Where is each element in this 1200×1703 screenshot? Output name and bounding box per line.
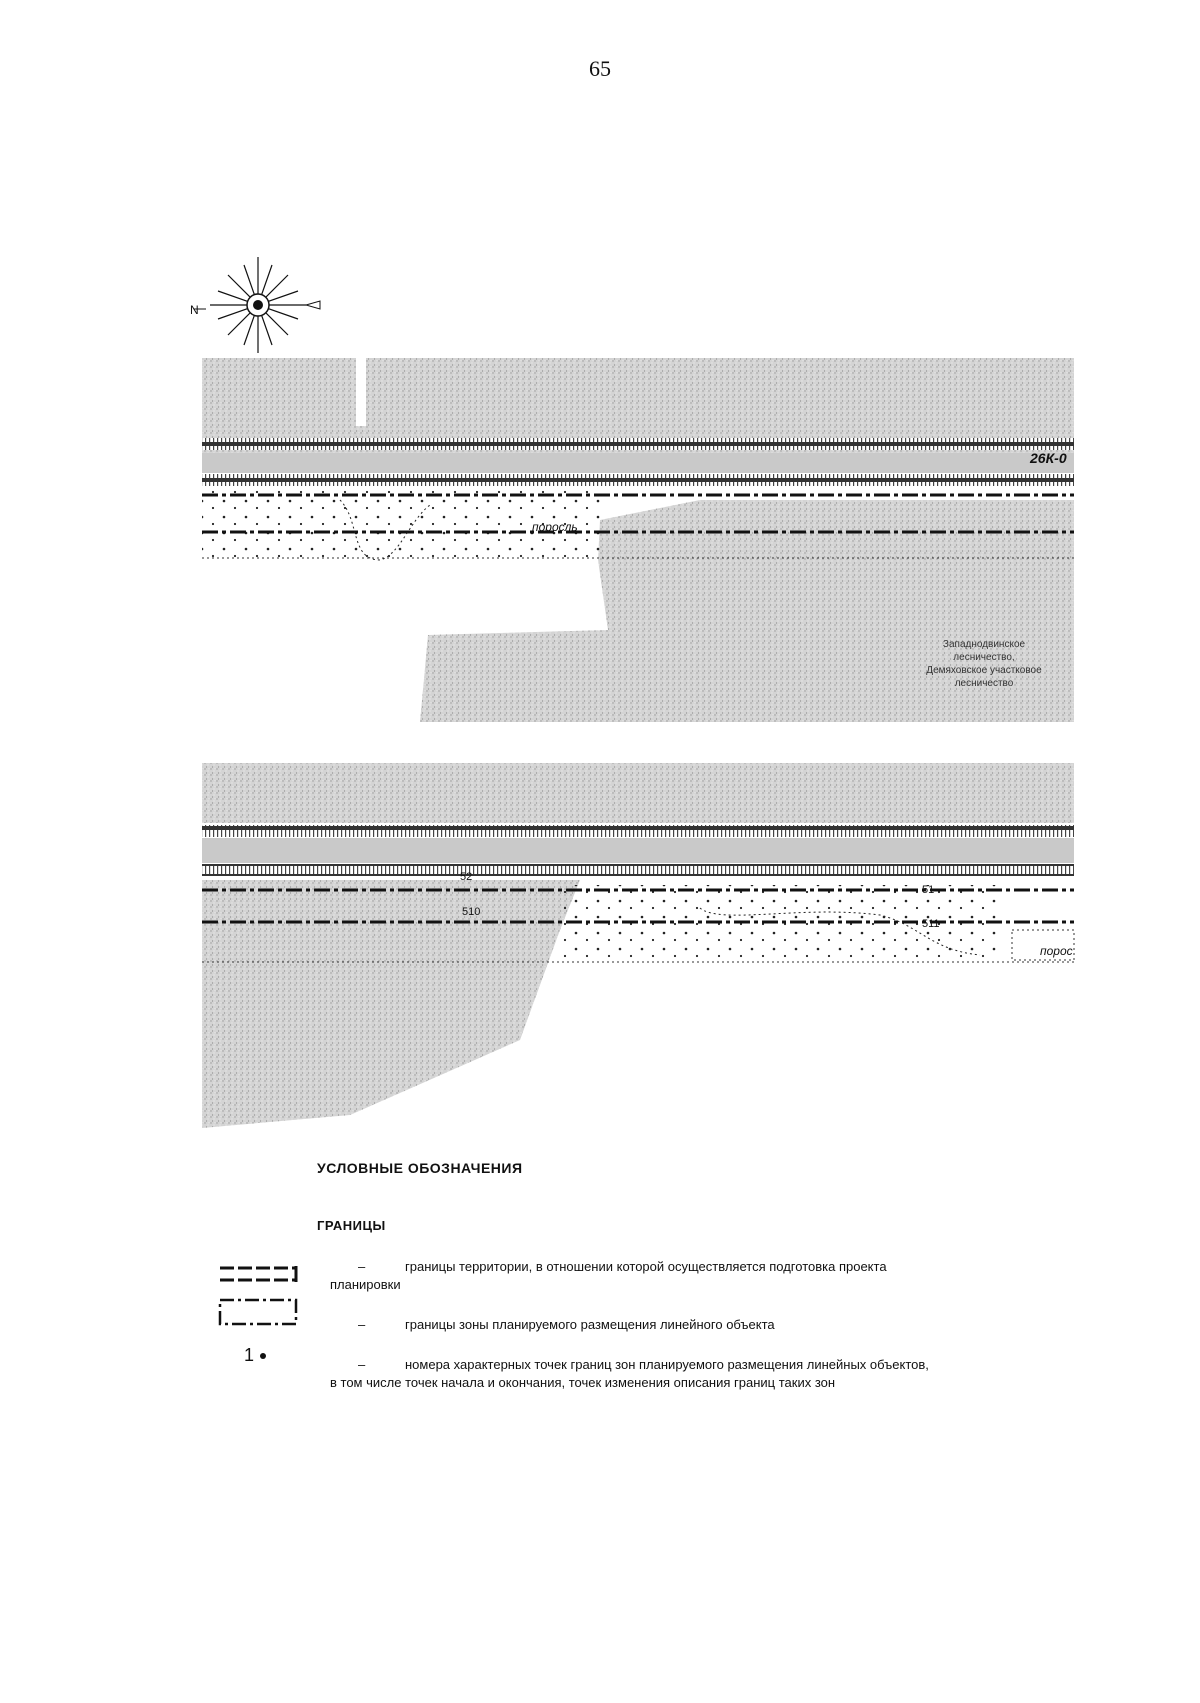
compass-north-label: N (190, 303, 199, 317)
legend-symbol-planning-boundary (220, 1266, 296, 1282)
legend-point-number: 1 (244, 1345, 255, 1365)
railway-upper-2 (202, 825, 1074, 837)
svg-text:лесничество,: лесничество, (953, 652, 1015, 663)
forest-area-2-lower (202, 880, 580, 1128)
legend-symbol-point (244, 1345, 266, 1366)
point-label-51: 51 (922, 884, 935, 896)
point-dot-icon (260, 1353, 266, 1359)
map-panel-bottom (202, 763, 1074, 1128)
legend-symbol-placement-zone (220, 1300, 296, 1324)
legend-dash: – (358, 1317, 366, 1332)
forest-area-2 (202, 763, 1074, 823)
point-label-511: 511 (922, 918, 940, 930)
svg-text:Западнодвинское: Западнодвинское (942, 639, 1026, 650)
legend-title: УСЛОВНЫЕ ОБОЗНАЧЕНИЯ (317, 1160, 523, 1176)
railway-lower-2 (202, 864, 1074, 876)
svg-text:Демяховское участковое: Демяховское участковое (926, 665, 1042, 676)
road-label: 26К-0 (1030, 450, 1067, 466)
legend-item-placement-zone (330, 1316, 1010, 1334)
legend-item-text-cont: в том числе точек начала и окончания, точек изменения описания границ таких зон (330, 1375, 836, 1390)
svg-text:лесничество: лесничество (954, 678, 1014, 689)
legend-item-planning-boundary (330, 1258, 1010, 1294)
railway-upper (202, 438, 1074, 450)
legend-item-text: номера характерных точек границ зон планируемого размещения линейных объектов, (405, 1357, 929, 1372)
map-panel-top (202, 358, 1074, 722)
growth-label-bottom: порос (1040, 944, 1073, 958)
point-label-510: 510 (462, 906, 481, 918)
legend-item-text-cont: планировки (330, 1277, 401, 1292)
legend-heading: ГРАНИЦЫ (317, 1218, 386, 1233)
legend-dash: – (358, 1259, 366, 1274)
legend-item-text: границы территории, в отношении которой осуществляется подготовка проекта (405, 1259, 887, 1274)
railway-lower (202, 474, 1074, 486)
growth-label-top: поросль (532, 520, 578, 534)
point-label-52: 52 (460, 871, 473, 883)
legend-dash: – (358, 1357, 366, 1372)
legend-item-text: границы зоны планируемого размещения линейного объекта (405, 1317, 775, 1332)
compass-rose-icon (194, 257, 320, 353)
page-number: 65 (589, 56, 611, 81)
legend-item-point-numbers (330, 1356, 1010, 1392)
